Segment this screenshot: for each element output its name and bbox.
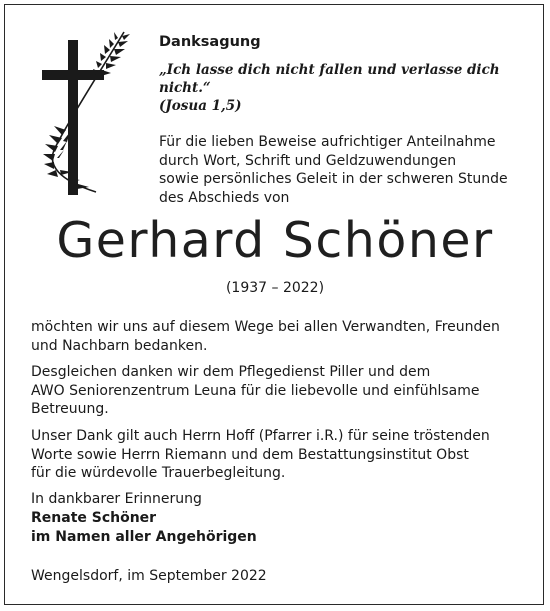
paragraph-pastor [31,427,536,483]
text-line: und Nachbarn bedanken. [31,337,208,354]
intro-line: des Abschieds von [159,189,290,206]
on-behalf-line: im Namen aller Angehörigen [31,529,257,545]
heading-danksagung: Danksagung [159,34,261,50]
intro-line: durch Wort, Schrift und Geldzuwendungen [159,152,457,169]
header-block [159,33,529,207]
intro-text [159,133,529,207]
text-line: für die würdevolle Trauerbegleitung. [31,465,286,482]
text-line: Desgleichen danken wir dem Pflegedienst Piller und dem [31,364,431,381]
closing-block [31,490,431,547]
closing-phrase: In dankbarer Erinnerung [31,491,202,507]
place-date: Wengelsdorf, im September 2022 [31,568,267,584]
signer-name: Renate Schöner [31,510,157,526]
quote-source: (Josua 1,5) [159,98,242,114]
deceased-name: Gerhard Schöner [56,212,494,269]
text-line: möchten wir uns auf diesem Wege bei allen Verwandten, Freunden [31,319,500,335]
paragraph-care [31,363,536,419]
paragraph-relatives [31,318,536,355]
text-line: Worte sowie Herrn Riemann und dem Bestattungsinstitut Obst [31,446,469,463]
intro-line: Für die lieben Beweise aufrichtiger Anteilnahme [159,134,496,150]
text-line: Unser Dank gilt auch Herrn Hoff (Pfarrer i.R.) für seine tröstenden [31,427,490,444]
life-dates: (1937 – 2022) [225,280,325,296]
text-line: AWO Seniorenzentrum Leuna für die liebevolle und einfühlsame [31,382,480,399]
bible-quote: „Ich lasse dich nicht fallen und verlasse dich nicht.“ [159,62,500,96]
intro-line: sowie persönliches Geleit in der schweren Stunde [159,171,508,187]
thanks-body [31,318,536,491]
cross-with-palm-icon [26,30,146,205]
text-line: Betreuung. [31,401,109,418]
